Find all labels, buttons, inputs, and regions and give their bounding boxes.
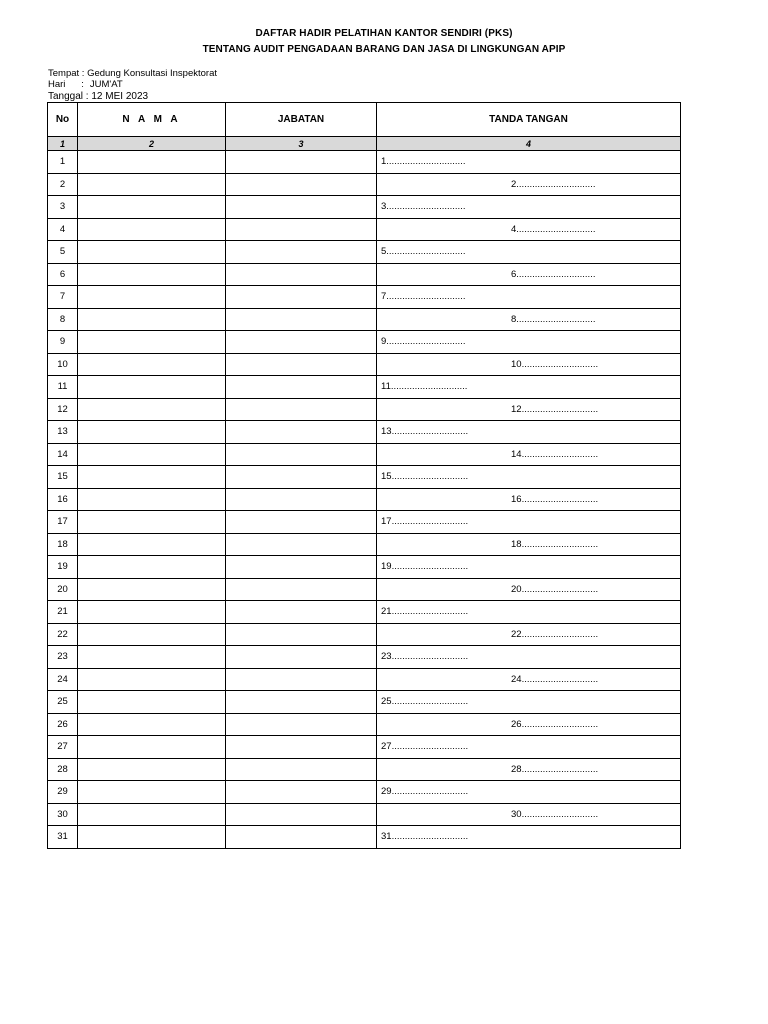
jabatan-cell[interactable] [226, 826, 377, 849]
row-number: 10 [48, 353, 78, 376]
column-number: 2 [78, 137, 226, 151]
jabatan-cell[interactable] [226, 488, 377, 511]
signature-line: 1.............................. [381, 156, 466, 167]
signature-cell[interactable] [377, 668, 681, 691]
nama-cell[interactable] [78, 398, 226, 421]
signature-cell[interactable] [377, 803, 681, 826]
signature-line: 3.............................. [381, 201, 466, 212]
header-tanda-tangan: TANDA TANGAN [377, 103, 681, 137]
signature-cell[interactable] [377, 511, 681, 534]
attendance-table [47, 102, 681, 849]
signature-line: 23............................. [381, 651, 469, 662]
table-row [48, 173, 681, 196]
nama-cell[interactable] [78, 173, 226, 196]
jabatan-cell[interactable] [226, 623, 377, 646]
meta-tempat: Tempat : Gedung Konsultasi Inspektorat [48, 68, 217, 79]
nama-cell[interactable] [78, 331, 226, 354]
table-row [48, 691, 681, 714]
signature-cell[interactable] [377, 263, 681, 286]
jabatan-cell[interactable] [226, 736, 377, 759]
column-number-row [48, 137, 681, 151]
signature-line: 16............................. [511, 493, 599, 505]
jabatan-cell[interactable] [226, 308, 377, 331]
jabatan-cell[interactable] [226, 353, 377, 376]
jabatan-cell[interactable] [226, 331, 377, 354]
row-number: 21 [48, 601, 78, 624]
signature-line: 28............................. [511, 763, 599, 775]
signature-cell[interactable] [377, 466, 681, 489]
signature-cell[interactable] [377, 758, 681, 781]
signature-cell[interactable] [377, 151, 681, 174]
nama-cell[interactable] [78, 736, 226, 759]
table-row [48, 466, 681, 489]
nama-cell[interactable] [78, 668, 226, 691]
jabatan-cell[interactable] [226, 781, 377, 804]
nama-cell[interactable] [78, 488, 226, 511]
row-number: 3 [48, 196, 78, 219]
nama-cell[interactable] [78, 376, 226, 399]
table-row [48, 668, 681, 691]
row-number: 20 [48, 578, 78, 601]
table-row [48, 353, 681, 376]
table-row [48, 398, 681, 421]
signature-cell[interactable] [377, 488, 681, 511]
signature-line: 7.............................. [381, 291, 466, 302]
signature-cell[interactable] [377, 196, 681, 219]
row-number: 25 [48, 691, 78, 714]
table-row [48, 601, 681, 624]
signature-line: 24............................. [511, 673, 599, 685]
table-row [48, 623, 681, 646]
row-number: 11 [48, 376, 78, 399]
row-number: 22 [48, 623, 78, 646]
jabatan-cell[interactable] [226, 241, 377, 264]
meta-hari [48, 79, 123, 90]
row-number: 2 [48, 173, 78, 196]
signature-cell[interactable] [377, 781, 681, 804]
signature-cell[interactable] [377, 173, 681, 196]
signature-line: 25............................. [381, 696, 469, 707]
table-row [48, 646, 681, 669]
jabatan-cell[interactable] [226, 443, 377, 466]
column-number: 1 [48, 137, 78, 151]
nama-cell[interactable] [78, 601, 226, 624]
row-number: 27 [48, 736, 78, 759]
signature-line: 9.............................. [381, 336, 466, 347]
row-number: 6 [48, 263, 78, 286]
row-number: 7 [48, 286, 78, 309]
table-row [48, 218, 681, 241]
nama-cell[interactable] [78, 286, 226, 309]
table-row [48, 578, 681, 601]
jabatan-cell[interactable] [226, 173, 377, 196]
jabatan-cell[interactable] [226, 466, 377, 489]
table-row [48, 331, 681, 354]
table-row [48, 263, 681, 286]
signature-cell[interactable] [377, 443, 681, 466]
jabatan-cell[interactable] [226, 286, 377, 309]
nama-cell[interactable] [78, 578, 226, 601]
nama-cell[interactable] [78, 353, 226, 376]
signature-line: 12............................. [511, 403, 599, 415]
nama-cell[interactable] [78, 466, 226, 489]
jabatan-cell[interactable] [226, 263, 377, 286]
nama-cell[interactable] [78, 533, 226, 556]
row-number: 8 [48, 308, 78, 331]
jabatan-cell[interactable] [226, 713, 377, 736]
signature-line: 13............................. [381, 426, 469, 437]
table-row [48, 286, 681, 309]
column-number: 3 [226, 137, 377, 151]
table-row [48, 826, 681, 849]
table-row [48, 308, 681, 331]
nama-cell[interactable] [78, 826, 226, 849]
table-row [48, 533, 681, 556]
nama-cell[interactable] [78, 511, 226, 534]
signature-line: 29............................. [381, 786, 469, 797]
row-number: 13 [48, 421, 78, 444]
table-row [48, 556, 681, 579]
signature-cell[interactable] [377, 578, 681, 601]
nama-cell[interactable] [78, 421, 226, 444]
meta-hari-label: Hari : [48, 79, 84, 90]
signature-line: 21............................. [381, 606, 469, 617]
nama-cell[interactable] [78, 241, 226, 264]
row-number: 9 [48, 331, 78, 354]
row-number: 4 [48, 218, 78, 241]
table-row [48, 421, 681, 444]
signature-cell[interactable] [377, 601, 681, 624]
row-number: 19 [48, 556, 78, 579]
signature-line: 11............................. [381, 381, 468, 392]
signature-line: 5.............................. [381, 246, 466, 257]
table-row [48, 781, 681, 804]
signature-line: 22............................. [511, 628, 599, 640]
table-row [48, 713, 681, 736]
row-number: 14 [48, 443, 78, 466]
signature-cell[interactable] [377, 826, 681, 849]
nama-cell[interactable] [78, 218, 226, 241]
table-row [48, 736, 681, 759]
jabatan-cell[interactable] [226, 758, 377, 781]
row-number: 12 [48, 398, 78, 421]
jabatan-cell[interactable] [226, 691, 377, 714]
row-number: 29 [48, 781, 78, 804]
signature-cell[interactable] [377, 308, 681, 331]
table-row [48, 241, 681, 264]
signature-line: 10............................. [511, 358, 599, 370]
nama-cell[interactable] [78, 263, 226, 286]
row-number: 15 [48, 466, 78, 489]
nama-cell[interactable] [78, 646, 226, 669]
row-number: 23 [48, 646, 78, 669]
jabatan-cell[interactable] [226, 421, 377, 444]
nama-cell[interactable] [78, 151, 226, 174]
signature-cell[interactable] [377, 218, 681, 241]
signature-cell[interactable] [377, 623, 681, 646]
nama-cell[interactable] [78, 713, 226, 736]
nama-cell[interactable] [78, 691, 226, 714]
table-row [48, 758, 681, 781]
signature-line: 30............................. [511, 808, 599, 820]
row-number: 1 [48, 151, 78, 174]
jabatan-cell[interactable] [226, 646, 377, 669]
document-title: DAFTAR HADIR PELATIHAN KANTOR SENDIRI (PKS) [255, 28, 513, 39]
nama-cell[interactable] [78, 556, 226, 579]
row-number: 18 [48, 533, 78, 556]
nama-cell[interactable] [78, 443, 226, 466]
row-number: 28 [48, 758, 78, 781]
header-no: No [48, 103, 78, 137]
table-row [48, 196, 681, 219]
table-row [48, 511, 681, 534]
jabatan-cell[interactable] [226, 533, 377, 556]
jabatan-cell[interactable] [226, 601, 377, 624]
jabatan-cell[interactable] [226, 398, 377, 421]
jabatan-cell[interactable] [226, 151, 377, 174]
nama-cell[interactable] [78, 803, 226, 826]
signature-line: 14............................. [511, 448, 599, 460]
table-row [48, 443, 681, 466]
table-row [48, 488, 681, 511]
signature-cell[interactable] [377, 331, 681, 354]
jabatan-cell[interactable] [226, 803, 377, 826]
header-nama: N A M A [78, 103, 226, 137]
signature-line: 8.............................. [511, 313, 596, 325]
nama-cell[interactable] [78, 196, 226, 219]
jabatan-cell[interactable] [226, 218, 377, 241]
signature-cell[interactable] [377, 533, 681, 556]
row-number: 17 [48, 511, 78, 534]
signature-cell[interactable] [377, 376, 681, 399]
row-number: 24 [48, 668, 78, 691]
document-subtitle: TENTANG AUDIT PENGADAAN BARANG DAN JASA DI LINGKUNGAN APIP [202, 44, 566, 55]
row-number: 26 [48, 713, 78, 736]
signature-cell[interactable] [377, 713, 681, 736]
signature-cell[interactable] [377, 691, 681, 714]
row-number: 5 [48, 241, 78, 264]
header-jabatan: JABATAN [226, 103, 377, 137]
signature-line: 27............................. [381, 741, 469, 752]
signature-line: 15............................. [381, 471, 469, 482]
signature-cell[interactable] [377, 556, 681, 579]
signature-cell[interactable] [377, 646, 681, 669]
table-row [48, 803, 681, 826]
signature-cell[interactable] [377, 736, 681, 759]
signature-line: 6.............................. [511, 268, 596, 280]
table-row [48, 151, 681, 174]
signature-line: 20............................. [511, 583, 599, 595]
jabatan-cell[interactable] [226, 668, 377, 691]
signature-cell[interactable] [377, 398, 681, 421]
signature-line: 2.............................. [511, 178, 596, 190]
jabatan-cell[interactable] [226, 376, 377, 399]
column-number: 4 [377, 137, 681, 151]
table-header-row [48, 103, 681, 137]
jabatan-cell[interactable] [226, 196, 377, 219]
jabatan-cell[interactable] [226, 511, 377, 534]
jabatan-cell[interactable] [226, 578, 377, 601]
meta-hari-value: JUM'AT [89, 79, 123, 90]
signature-line: 19............................. [381, 561, 469, 572]
signature-line: 26............................. [511, 718, 599, 730]
signature-cell[interactable] [377, 241, 681, 264]
jabatan-cell[interactable] [226, 556, 377, 579]
row-number: 16 [48, 488, 78, 511]
signature-cell[interactable] [377, 353, 681, 376]
meta-tanggal: Tanggal : 12 MEI 2023 [48, 91, 149, 102]
row-number: 31 [48, 826, 78, 849]
nama-cell[interactable] [78, 308, 226, 331]
signature-line: 4.............................. [511, 223, 596, 235]
signature-line: 31............................. [381, 831, 469, 842]
signature-line: 17............................. [381, 516, 469, 527]
row-number: 30 [48, 803, 78, 826]
nama-cell[interactable] [78, 781, 226, 804]
signature-cell[interactable] [377, 421, 681, 444]
nama-cell[interactable] [78, 623, 226, 646]
table-row [48, 376, 681, 399]
signature-line: 18............................. [511, 538, 599, 550]
nama-cell[interactable] [78, 758, 226, 781]
signature-cell[interactable] [377, 286, 681, 309]
